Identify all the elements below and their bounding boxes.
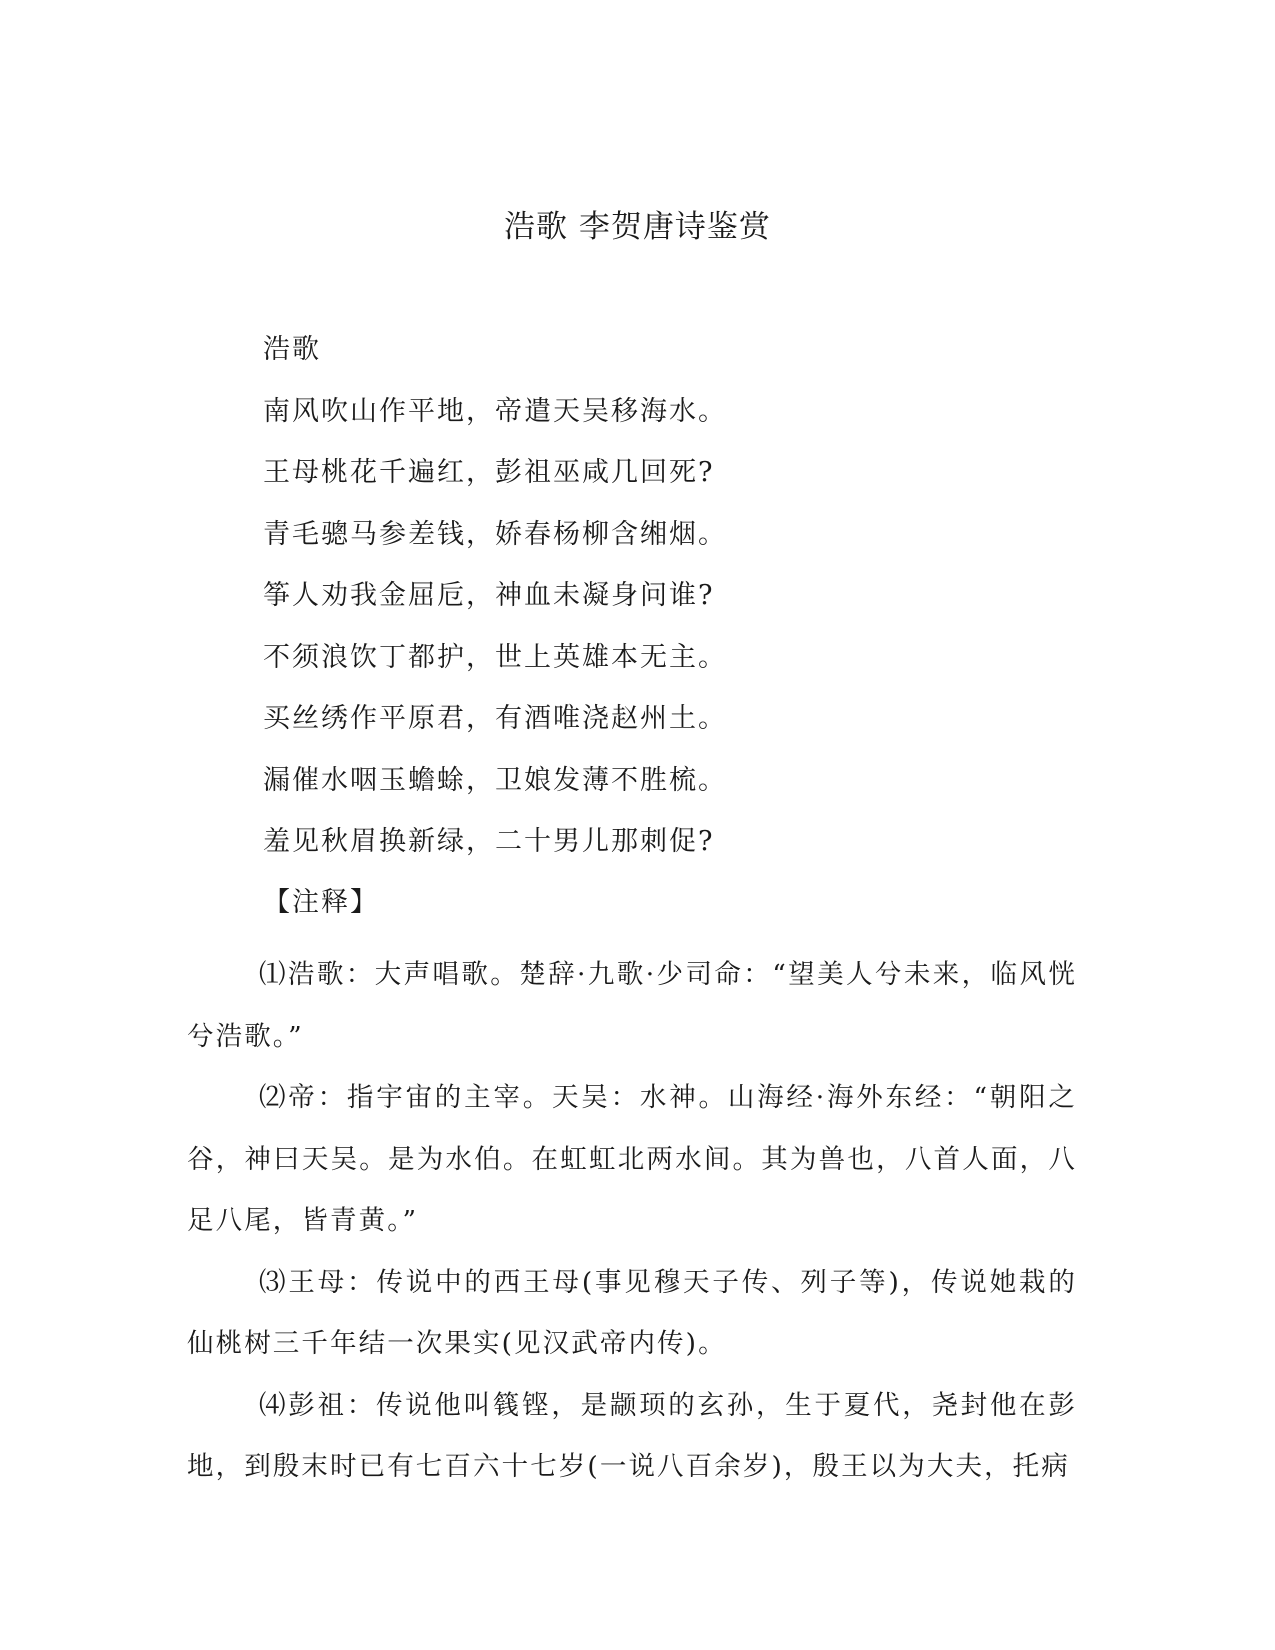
poem-line: 青毛骢马参差钱，娇春杨柳含缃烟。: [263, 518, 727, 550]
document-title: 浩歌 李贺唐诗鉴赏: [504, 209, 771, 245]
poem-line: 筝人劝我金屈卮，神血未凝身问谁?: [263, 580, 715, 611]
poem-line: 南风吹山作平地，帝遣天吴移海水。: [263, 395, 727, 427]
poem-line: 买丝绣作平原君，有酒唯浇赵州土。: [263, 703, 727, 734]
poem-line: 王母桃花千遍红，彭祖巫咸几回死?: [263, 457, 715, 488]
note-paragraph: ⑶王母：传说中的西王母(事见穆天子传、列子等)，传说她栽的仙桃树三千年结一次果实(见汉武帝内传)。: [187, 1266, 1077, 1359]
poem-line: 羞见秋眉换新绿，二十男儿那刺促?: [263, 826, 715, 857]
poem-body: [263, 330, 1083, 884]
note-paragraph: ⑴浩歌：大声唱歌。楚辞·九歌·少司命：“望美人兮未来，临风恍兮浩歌。”: [187, 959, 1077, 1052]
poem-line: 不须浪饮丁都护，世上英雄本无主。: [263, 641, 727, 673]
notes-header: 【注释】: [263, 887, 379, 918]
note-paragraph: ⑷彭祖：传说他叫篯铿，是颛顼的玄孙，生于夏代，尧封他在彭地，到殷末时已有七百六十七岁(一说八百余岁)，殷王以为大夫，托病: [187, 1389, 1077, 1482]
poem-line: 漏催水咽玉蟾蜍，卫娘发薄不胜梳。: [263, 764, 727, 796]
notes-section: [187, 944, 1077, 1498]
note-paragraph: ⑵帝：指宇宙的主宰。天吴：水神。山海经·海外东经：“朝阳之谷，神曰天吴。是为水伯。在虹虹北两水间。其为兽也，八首人面，八足八尾，皆青黄。”: [187, 1082, 1077, 1236]
poem-name: 浩歌: [263, 334, 321, 365]
